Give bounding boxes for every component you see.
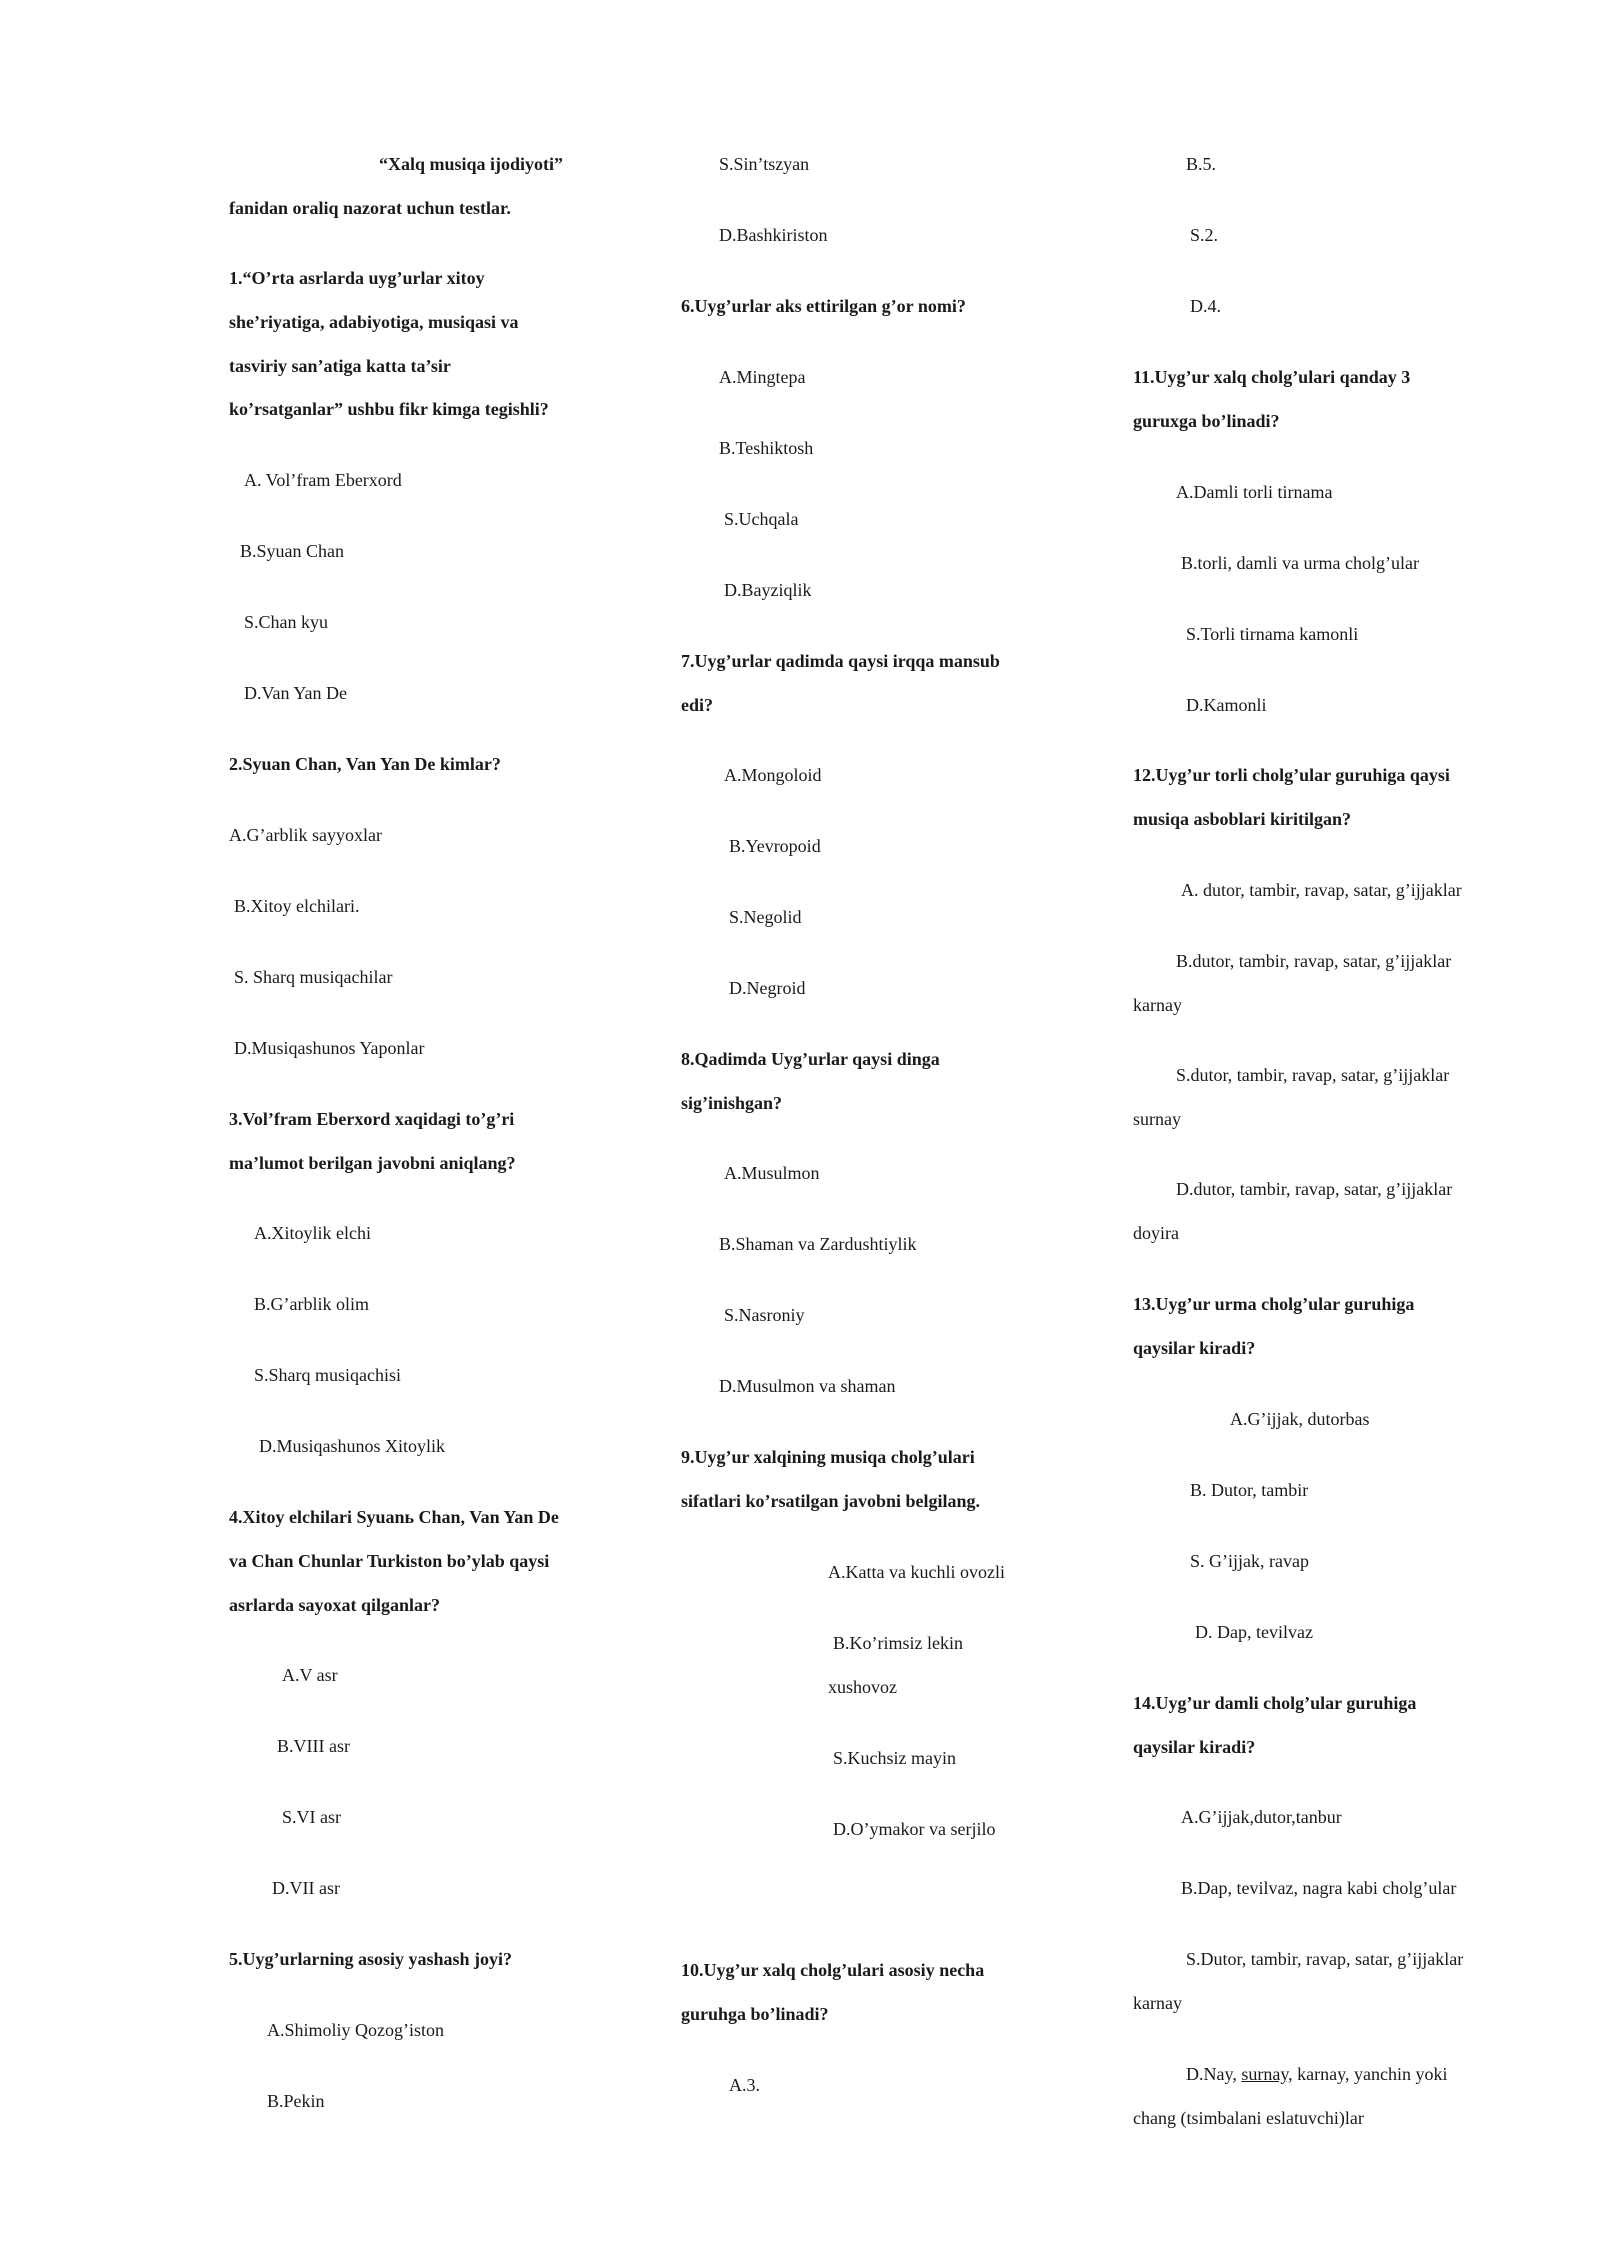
q11-option-d: D.Kamonli [1186,695,1267,715]
q7-option-s: S.Negolid [729,907,802,927]
q14-option-d-prefix: D.Nay, [1186,2064,1242,2084]
q1-option-d: D.Van Yan De [244,683,347,703]
q5-option-b: B.Pekin [267,2091,325,2111]
q12-option-a: A. dutor, tambir, ravap, satar, g’ijjaklar [1181,880,1462,900]
q2-option-b: B.Xitoy elchilari. [234,896,360,916]
question-13-line-2: qaysilar kiradi? [1133,1338,1256,1358]
question-1-line-1: 1.“O’rta asrlarda uyg’urlar xitoy [229,268,485,288]
q14-option-d-suffix: karnay, yanchin yoki [1292,2064,1448,2084]
question-5-line-1: 5.Uyg’urlarning asosiy yashash joyi? [229,1949,513,1969]
question-4-line-2: va Chan Chunlar Turkiston bo’ylab qaysi [229,1551,550,1571]
q2-option-a: A.G’arblik sayyoxlar [229,825,382,845]
q14-option-a: A.G’ijjak,dutor,tanbur [1181,1807,1342,1827]
q9-option-a: A.Katta va kuchli ovozli [828,1562,1005,1582]
q8-option-s: S.Nasroniy [724,1305,805,1325]
q14-option-s-line-2: karnay [1133,1993,1182,2013]
question-3-line-2: ma’lumot berilgan javobni aniqlang? [229,1153,516,1173]
q5-option-s: S.Sin’tszyan [719,154,810,174]
q4-option-a: A.V asr [282,1665,338,1685]
q12-option-b-line-1: B.dutor, tambir, ravap, satar, g’ijjaklar [1176,951,1452,971]
question-7-line-1: 7.Uyg’urlar qadimda qaysi irqqa mansub [681,651,1000,671]
q12-option-b-line-2: karnay [1133,995,1182,1015]
q4-option-b: B.VIII asr [277,1736,350,1756]
q8-option-a: A.Musulmon [724,1163,820,1183]
q1-option-s: S.Chan kyu [244,612,329,632]
q10-option-a: A.3. [729,2075,760,2095]
q9-option-s: S.Kuchsiz mayin [833,1748,956,1768]
q8-option-b: B.Shaman va Zardushtiylik [719,1234,917,1254]
question-3-line-1: 3.Vol’fram Eberxord xaqidagi to’g’ri [229,1109,515,1129]
question-6-line-1: 6.Uyg’urlar aks ettirilgan g’or nomi? [681,296,966,316]
q4-option-s: S.VI asr [282,1807,341,1827]
q14-option-s-line-1: S.Dutor, tambir, ravap, satar, g’ijjaklar [1186,1949,1464,1969]
question-1-line-3: tasviriy san’atiga katta ta’sir [229,356,451,376]
question-1-line-2: she’riyatiga, adabiyotiga, musiqasi va [229,312,519,332]
question-12-line-1: 12.Uyg’ur torli cholg’ular guruhiga qaysi [1133,765,1450,785]
q3-option-a: A.Xitoylik elchi [254,1223,371,1243]
q13-option-b: B. Dutor, tambir [1190,1480,1309,1500]
q14-option-d-line-1 [1186,2063,1447,2085]
question-4-line-3: asrlarda sayoxat qilganlar? [229,1595,441,1615]
q3-option-d: D.Musiqashunos Xitoylik [259,1436,446,1456]
question-9-line-1: 9.Uyg’ur xalqining musiqa cholg’ulari [681,1447,975,1467]
q10-option-b: B.5. [1186,154,1217,174]
q9-option-b-line-1: B.Ko’rimsiz lekin [833,1633,963,1653]
q7-option-a: A.Mongoloid [724,765,822,785]
q3-option-s: S.Sharq musiqachisi [254,1365,401,1385]
q5-option-a: A.Shimoliy Qozog’iston [267,2020,445,2040]
page-title: “Xalq musiqa ijodiyoti” [379,154,564,174]
q13-option-a: A.G’ijjak, dutorbas [1230,1409,1370,1429]
question-1-line-4: ko’rsatganlar” ushbu fikr kimga tegishli? [229,399,549,419]
question-4-line-1: 4.Xitoy elchilari Syuanь Chan, Van Yan De [229,1507,559,1527]
q7-option-b: B.Yevropoid [729,836,821,856]
q1-option-b: B.Syuan Chan [240,541,345,561]
q12-option-s-line-1: S.dutor, tambir, ravap, satar, g’ijjaklar [1176,1065,1450,1085]
q6-option-d: D.Bayziqlik [724,580,812,600]
q8-option-d: D.Musulmon va shaman [719,1376,896,1396]
q5-option-d: D.Bashkiriston [719,225,828,245]
q10-option-s: S.2. [1190,225,1219,245]
q9-option-b-line-2: xushovoz [828,1677,897,1697]
question-11-line-2: guruxga bo’linadi? [1133,411,1280,431]
question-7-line-2: edi? [681,695,714,715]
q2-option-d: D.Musiqashunos Yaponlar [234,1038,425,1058]
q6-option-b: B.Teshiktosh [719,438,814,458]
question-12-line-2: musiqa asboblari kiritilgan? [1133,809,1352,829]
question-13-line-1: 13.Uyg’ur urma cholg’ular guruhiga [1133,1294,1415,1314]
q12-option-d-line-1: D.dutor, tambir, ravap, satar, g’ijjaklar [1176,1179,1453,1199]
question-11-line-1: 11.Uyg’ur xalq cholg’ulari qanday 3 [1133,367,1411,387]
q1-option-a: A. Vol’fram Eberxord [244,470,402,490]
question-10-line-1: 10.Uyg’ur xalq cholg’ulari asosiy necha [681,1960,985,1980]
q9-option-d: D.O’ymakor va serjilo [833,1819,996,1839]
q11-option-a: A.Damli torli tirnama [1176,482,1333,502]
q13-option-d: D. Dap, tevilvaz [1195,1622,1313,1642]
q14-option-d-underlined: surnay, [1241,2064,1293,2084]
question-14-line-1: 14.Uyg’ur damli cholg’ular guruhiga [1133,1693,1417,1713]
question-9-line-2: sifatlari ko’rsatilgan javobni belgilang. [681,1491,981,1511]
q12-option-d-line-2: doyira [1133,1223,1179,1243]
q6-option-a: A.Mingtepa [719,367,806,387]
q11-option-s: S.Torli tirnama kamonli [1186,624,1359,644]
q10-option-d: D.4. [1190,296,1221,316]
page-subtitle: fanidan oraliq nazorat uchun testlar. [229,198,511,218]
q14-option-d-line-2: chang (tsimbalani eslatuvchi)lar [1133,2108,1364,2128]
q6-option-s: S.Uchqala [724,509,799,529]
q11-option-b: B.torli, damli va urma cholg’ular [1181,553,1419,573]
q3-option-b: B.G’arblik olim [254,1294,369,1314]
question-8-line-1: 8.Qadimda Uyg’urlar qaysi dinga [681,1049,940,1069]
q4-option-d: D.VII asr [272,1878,340,1898]
q14-option-b: B.Dap, tevilvaz, nagra kabi cholg’ular [1181,1878,1457,1898]
q13-option-s: S. G’ijjak, ravap [1190,1551,1309,1571]
question-8-line-2: sig’inishgan? [681,1093,783,1113]
q7-option-d: D.Negroid [729,978,806,998]
question-2-line-1: 2.Syuan Chan, Van Yan De kimlar? [229,754,501,774]
question-14-line-2: qaysilar kiradi? [1133,1737,1256,1757]
question-10-line-2: guruhga bo’linadi? [681,2004,829,2024]
q12-option-s-line-2: surnay [1133,1109,1181,1129]
q2-option-s: S. Sharq musiqachilar [234,967,393,987]
